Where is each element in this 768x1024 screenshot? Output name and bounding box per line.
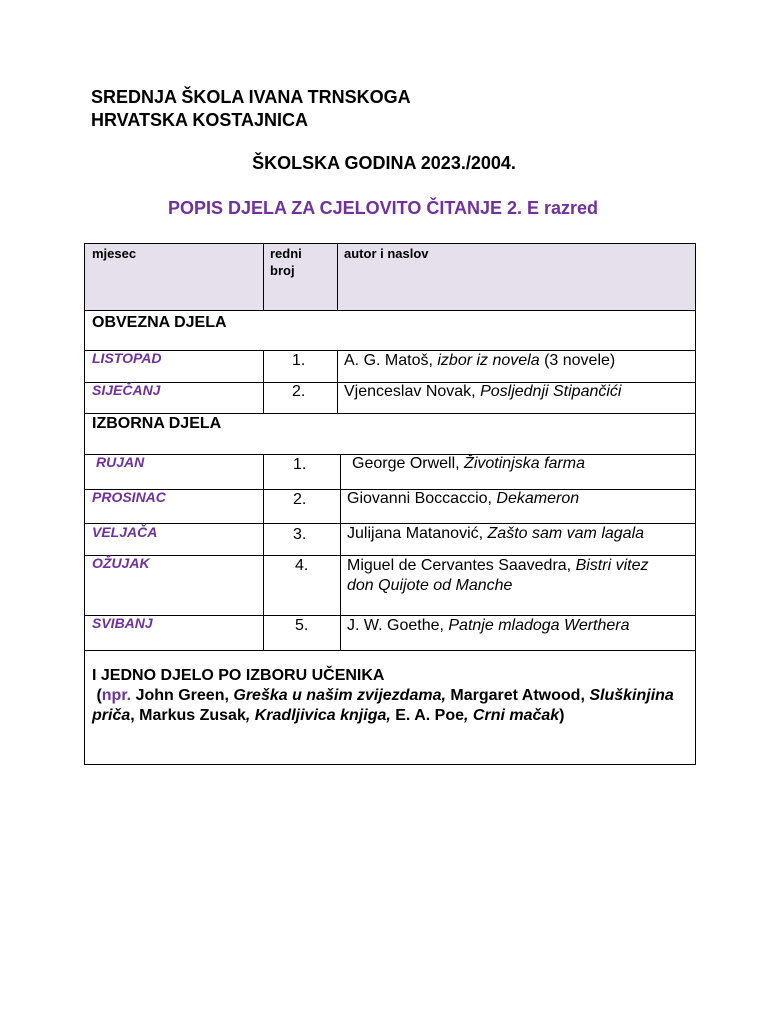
author: Giovanni Boccaccio, bbox=[347, 490, 497, 507]
book-cell bbox=[344, 351, 615, 371]
school-year-text: ŠKOLSKA GODINA 2023./2004. bbox=[252, 153, 516, 173]
column-header-number-line2: broj bbox=[270, 263, 295, 278]
school-town: HRVATSKA KOSTAJNICA bbox=[91, 110, 309, 130]
book-title-cont: don Quijote od Manche bbox=[347, 577, 513, 594]
book-line2 bbox=[347, 576, 692, 596]
paren-close: ) bbox=[559, 707, 565, 724]
npr-label: npr. bbox=[101, 687, 132, 704]
number-cell: 1. bbox=[292, 352, 306, 369]
book-line1 bbox=[347, 556, 692, 576]
book-cell bbox=[352, 454, 585, 474]
suggest-author: Margaret Atwood, bbox=[445, 687, 590, 704]
book-title: Zašto sam vam lagala bbox=[487, 525, 645, 542]
suggest-title: Sluškinjina priča bbox=[92, 687, 674, 724]
author: Vjenceslav Novak, bbox=[344, 383, 481, 400]
author: A. G. Matoš, bbox=[344, 352, 438, 369]
book-title: Patnje mladoga Werthera bbox=[448, 617, 630, 634]
section-mandatory: OBVEZNA DJELA bbox=[92, 314, 227, 331]
book-cell bbox=[347, 616, 630, 636]
suggest-title: , Crni mačak bbox=[464, 707, 560, 724]
row-divider bbox=[85, 413, 695, 414]
book-cell bbox=[347, 524, 644, 544]
student-choice-heading: I JEDNO DJELO PO IZBORU UČENIKA bbox=[92, 667, 385, 684]
paren-open: ( bbox=[96, 687, 102, 704]
list-title bbox=[0, 198, 768, 219]
column-header-month: mjesec bbox=[92, 246, 137, 261]
author: George Orwell, bbox=[352, 455, 465, 472]
number-cell: 2. bbox=[292, 383, 306, 400]
number-cell: 2. bbox=[293, 491, 307, 508]
row-divider bbox=[85, 650, 695, 651]
month-cell: SVIBANJ bbox=[92, 615, 153, 631]
column-header-number-line1: redni bbox=[270, 246, 302, 261]
number-cell: 3. bbox=[293, 526, 307, 543]
book-title: Životinjska farma bbox=[464, 455, 585, 472]
col-divider bbox=[263, 454, 264, 651]
column-header-author-title: autor i naslov bbox=[344, 246, 429, 261]
number-cell: 5. bbox=[295, 617, 309, 634]
row-divider bbox=[85, 310, 695, 311]
author: Miguel de Cervantes Saavedra, bbox=[347, 557, 576, 574]
col-divider bbox=[340, 454, 341, 651]
month-cell: OŽUJAK bbox=[92, 555, 150, 571]
number-cell: 4. bbox=[295, 557, 309, 574]
book-title: Bistri vitez bbox=[575, 557, 649, 574]
col-divider bbox=[263, 350, 264, 414]
author: Julijana Matanović, bbox=[347, 525, 488, 542]
suggest-author: E. A. Poe bbox=[390, 707, 465, 724]
author: J. W. Goethe, bbox=[347, 617, 449, 634]
book-title: Posljednji Stipančići bbox=[480, 383, 622, 400]
section-elective: IZBORNA DJELA bbox=[92, 415, 222, 432]
month-cell: PROSINAC bbox=[92, 489, 166, 505]
book-cell bbox=[347, 556, 692, 596]
book-cell bbox=[344, 382, 621, 402]
month-cell: SIJEČANJ bbox=[92, 382, 161, 398]
list-title-text: POPIS DJELA ZA CJELOVITO ČITANJE 2. E razred bbox=[167, 198, 599, 218]
col-divider bbox=[337, 244, 338, 311]
book-title: izbor iz novela bbox=[437, 352, 540, 369]
month-cell: VELJAČA bbox=[92, 524, 158, 540]
book-note: (3 novele) bbox=[539, 352, 616, 369]
school-name: SREDNJA ŠKOLA IVANA TRNSKOGA bbox=[91, 87, 411, 107]
reading-list-table bbox=[84, 243, 696, 765]
school-year bbox=[0, 153, 768, 174]
col-divider bbox=[337, 350, 338, 414]
column-header-number bbox=[270, 245, 302, 279]
suggest-author: , Markus Zusak bbox=[130, 707, 246, 724]
suggest-title: Greška u našim zvijezdama, bbox=[233, 687, 446, 704]
number-cell: 1. bbox=[293, 456, 307, 473]
month-cell: LISTOPAD bbox=[92, 350, 162, 366]
student-choice-suggestions bbox=[92, 686, 692, 726]
book-cell bbox=[347, 489, 579, 509]
col-divider bbox=[263, 244, 264, 311]
book-title: Dekameron bbox=[496, 490, 580, 507]
month-cell: RUJAN bbox=[96, 454, 145, 470]
suggest-title: , Kradljivica knjiga, bbox=[245, 707, 391, 724]
student-choice-cell bbox=[92, 666, 692, 726]
suggest-author: John Green, bbox=[131, 687, 234, 704]
